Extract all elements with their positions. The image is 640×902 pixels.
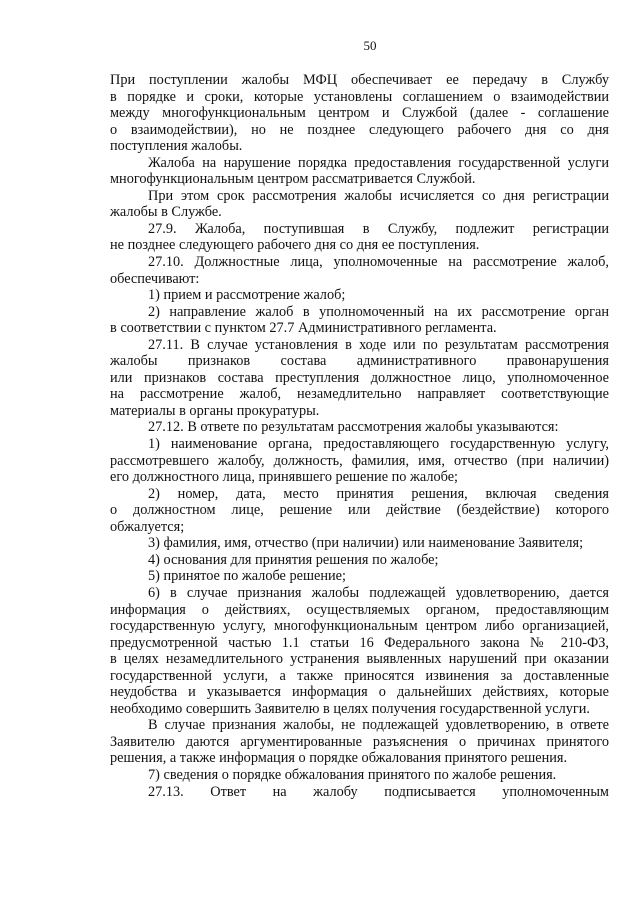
text-line: 27.13. Ответ на жалобу подписывается уполномоченным: [148, 783, 609, 800]
text-line: 27.12. В ответе по результатам рассмотрения жалобы указываются:: [148, 419, 559, 436]
text-line: государственную услугу, многофункциональным центром либо организацией,: [110, 618, 609, 635]
text-line: 5) принятое по жалобе решение;: [148, 568, 346, 585]
text-line: в соответствии с пунктом 27.7 Административного регламента.: [110, 320, 497, 337]
text-line: 27.11. В случае установления в ходе или по результатам рассмотрения: [148, 336, 609, 353]
text-line: поступления жалобы.: [110, 138, 243, 155]
text-line: 3) фамилия, имя, отчество (при наличии) или наименование Заявителя;: [148, 535, 584, 552]
text-line: Жалоба на нарушение порядка предоставления государственной услуги: [148, 154, 609, 171]
text-line: неудобства и указывается информация о дальнейших действиях, которые: [110, 684, 609, 701]
text-line: 7) сведения о порядке обжалования принятого по жалобе решения.: [148, 766, 557, 783]
page-number: 50: [363, 38, 377, 53]
text-line: обеспечивают:: [110, 270, 200, 287]
text-line: жалобы признаков состава административного правонарушения: [110, 353, 609, 370]
text-line: 27.10. Должностные лица, уполномоченные на рассмотрение жалоб,: [148, 254, 609, 271]
text-line: 1) наименование органа, предоставляющего государственную услугу,: [148, 436, 609, 453]
text-line: многофункциональным центром рассматривается Службой.: [110, 171, 476, 188]
text-line: При поступлении жалобы МФЦ обеспечивает ее передачу в Службу: [110, 72, 609, 88]
text-line: необходимо совершить Заявителю в целях получения государственной услуги.: [110, 700, 591, 717]
text-line: В случае признания жалобы, не подлежащей удовлетворению, в ответе: [148, 717, 609, 734]
text-line: в целях незамедлительного устранения выявленных нарушений при оказании: [110, 651, 609, 668]
text-line: на рассмотрение жалоб, незамедлительно направляет соответствующие: [110, 386, 609, 403]
text-line: рассмотревшего жалобу, должность, фамилия, имя, отчество (при наличии): [110, 452, 609, 469]
text-line: о взаимодействии), но не позднее следующего рабочего дня со дня: [110, 121, 609, 138]
text-line: государственной услуги, а также приносятся извинения за доставленные: [110, 667, 609, 684]
text-line: При этом срок рассмотрения жалобы исчисляется со дня регистрации: [148, 187, 609, 204]
text-line: Заявителю даются аргументированные разъяснения о причинах принятого: [110, 733, 609, 750]
text-line: информация о действиях, осуществляемых органом, предоставляющим: [110, 601, 609, 618]
text-line: между многофункциональным центром и Службой (далее - соглашение: [110, 105, 609, 122]
text-line: 4) основания для принятия решения по жалобе;: [148, 551, 439, 568]
text-line: о должностном лице, решение или действие (бездействие) которого: [110, 502, 609, 519]
text-line: предусмотренной частью 1.1 статьи 16 Федерального закона № 210-ФЗ,: [110, 634, 609, 651]
text-line: 1) прием и рассмотрение жалоб;: [148, 287, 346, 304]
text-line: материалы в органы прокуратуры.: [110, 402, 320, 419]
text-line: обжалуется;: [110, 518, 185, 535]
text-line: или признаков состава преступления должностное лицо, уполномоченное: [110, 369, 609, 386]
text-line: 2) номер, дата, место принятия решения, включая сведения: [148, 485, 609, 502]
document-body: [110, 72, 609, 800]
text-line: не позднее следующего рабочего дня со дня ее поступления.: [110, 237, 480, 254]
text-line: в порядке и сроки, которые установлены соглашением о взаимодействии: [110, 88, 609, 105]
text-line: 2) направление жалоб в уполномоченный на их рассмотрение орган: [148, 303, 609, 320]
text-line: его должностного лица, принявшего решение по жалобе;: [110, 469, 459, 486]
text-line: 6) в случае признания жалобы подлежащей удовлетворению, дается: [148, 584, 609, 601]
text-line: 27.9. Жалоба, поступившая в Службу, подлежит регистрации: [148, 220, 609, 237]
text-line: решения, а также информация о порядке обжалования принятого решения.: [110, 750, 568, 767]
text-line: жалобы в Службе.: [110, 204, 222, 221]
